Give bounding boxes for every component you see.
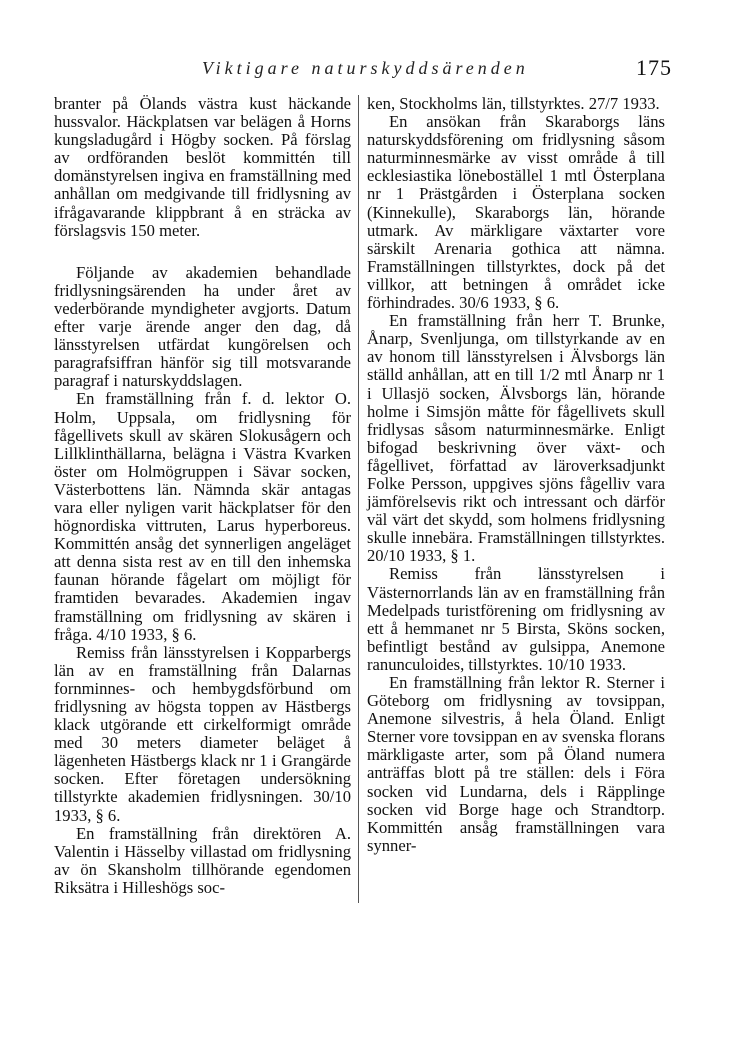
paragraph: En framställning från f. d. lektor O. Holm, Uppsala, om fridlysning för fågellivets skull av skären Slokusågern och Lillklinthällarna, belägna i Västra Kvarken öster om Holmögruppen i Sävar socken, Västerbottens län. Nämnda skär antagas vara eller nyligen varit häckplatser för den högnordiska vittruten, Larus hyperboreus. Kommittén ansåg det synnerligen angeläget att denna sista rest av en till den inhemska faunan hörande fågelart om möjligt för framtiden bevarades. Akademien ingav framställning om fridlysning av skären i fråga. 4/10 1933, § 6. [54, 389, 351, 644]
left-column [54, 95, 351, 897]
paragraph: branter på Ölands västra kust häckande hussvalor. Häckplatsen var belägen å Horns kungsladugård i Högby socken. På förslag av ordföranden beslöt kommittén till domänstyrelsen ingiva en framställning med anhållan om medgivande till fridlysning av ifrågavarande klippbrant å en sträcka av förslagsvis 150 meter. [54, 94, 351, 240]
paragraph: En framställning från direktören A. Valentin i Hässelby villastad om fridlysning av ön Skansholm tillhörande egendomen Riksätra i Hilleshögs soc- [54, 823, 351, 897]
paragraph: En ansökan från Skaraborgs läns naturskyddsförening om fridlysning såsom naturminnesmärke av visst område å till ecklesiastika löneboställel 1 mtl Österplana nr 1 Prästgården i Österplana socken (Kinnekulle), Skaraborgs län, hörande utmark. Av märkligare växtarter vore särskilt Arenaria gothica att nämna. Framställningen tillstyrktes, dock på det villkor, att betningen å området icke förhindrades. 30/6 1933, § 6. [367, 112, 665, 313]
paragraph: Remiss från länsstyrelsen i Kopparbergs län av en framställning från Dalarnas fornminnes- och hembygdsförbund om fridlysning av högsta toppen av Hästbergs klack utgörande ett cirkelformigt område med 30 meters diameter beläget å lägenheten Hästbergs klack nr 1 i Grangärde socken. Efter företagen undersökning tillstyrkte akademien fridlysningen. 30/10 1933, § 6. [54, 642, 351, 825]
paragraph: Följande av akademien behandlade fridlysningsärenden ha under året av vederbörande myndigheter avgjorts. Datum efter varje ärende anger den dag, då länsstyrelsen utfärdat kungörelsen och paragrafsiffran hänför sig till motsvarande paragraf i naturskyddslagen. [54, 262, 351, 391]
running-header [52, 55, 672, 82]
paragraph: En framställning från herr T. Brunke, Ånarp, Svenljunga, om tillstyrkande av en av honom till länsstyrelsen i Älvsborgs län ställd anhållan, att en till 1/2 mtl Ånarp nr 1 i Ullasjö socken, Älvsborgs län, hörande holme i Simsjön måtte för fågellivets skull fridlysas såsom naturminnesmärke. Enligt bifogad beskrivning över växt- och fågellivet, författad av läroverksadjunkt Folke Persson, uppgives sjöns fågelliv vara jämförelsevis rikt och intressant och därför väl värt det skydd, som holmens fridlysning skulle innebära. Framställningen tillstyrktes. 20/10 1933, § 1. [367, 311, 665, 566]
page-number: 175 [636, 55, 672, 80]
paragraph: En framställning från lektor R. Sterner i Göteborg om fridlysning av tovsippan, Anemone silvestris, å hela Öland. Enligt Sterner vore tovsippan en av svenska florans märkligaste arter, som på Öland numera anträffas blott på tre ställen: dels i Föra socken vid Lundarna, dels i Räpplinge socken vid Borge hage och Strandtorp. Kommittén ansåg framställningen vara synner- [367, 673, 665, 855]
running-title: Viktigare naturskyddsärenden [202, 58, 529, 78]
right-column [367, 95, 665, 855]
column-divider [358, 95, 359, 903]
paragraph: Remiss från länsstyrelsen i Västernorrlands län av en framställning från Medelpads turistförening om fridlysning av ett å hemmanet nr 5 Birsta, Sköns socken, befintligt bestånd av gulsippa, Anemone ranunculoides, tillstyrktes. 10/10 1933. [367, 564, 665, 674]
paragraph: ken, Stockholms län, tillstyrktes. 27/7 1933. [367, 94, 660, 113]
paragraph-gap [54, 240, 351, 264]
